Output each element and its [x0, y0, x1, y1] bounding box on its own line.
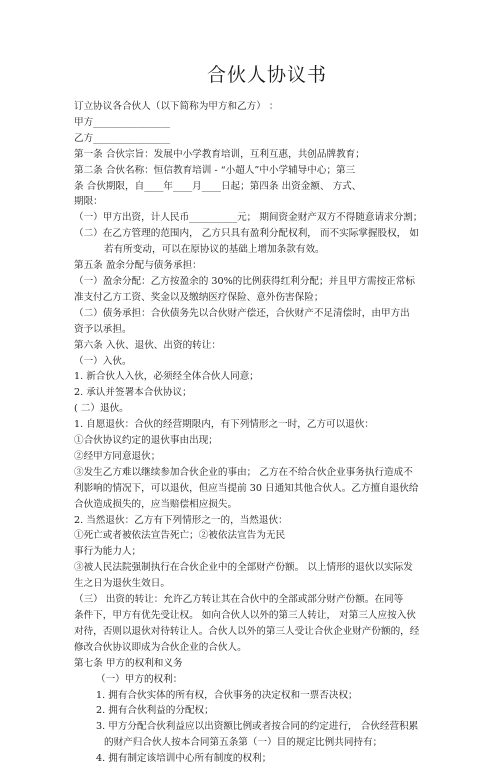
text-line: 期限：	[74, 196, 103, 208]
text-line: 条件下，甲方有优先受让权。 如向合伙人以外的第三人转让， 对第三人应按入伙	[74, 610, 416, 621]
text-line: 合伙造成损失的，应当赔偿相应损失。	[74, 498, 238, 510]
text-line: 准支付乙方工资、奖金以及缴纳医疗保险、意外伤害保险；	[74, 291, 324, 303]
text-line: 3. 甲方分配合伙利益应以出资额比例或者按合同的约定进行， 合伙经营积累	[96, 721, 419, 733]
text-line: 1. 拥有合伙实体的所有权，合伙事务的决定权和一票否决权；	[96, 689, 358, 701]
text-line: 第七条 甲方的权利和义务	[74, 657, 183, 669]
text-line: 修改合伙协议即成为合伙企业的合伙人。	[74, 641, 247, 653]
text-line: 资予以承担。	[74, 323, 132, 335]
text-line: （一）甲方出资，计人民币__________元； 期间资金财产双方不得随意请求分割；	[74, 212, 423, 224]
text-line: ③被人民法院强制执行在合伙企业中的全部财产份额。 以上情形的退伙以实际发	[74, 562, 413, 574]
text-line: （二）在乙方管理的范围内， 乙方只具有盈利分配权利， 而不实际掌握股权， 如	[74, 228, 419, 240]
text-line: 4. 拥有制定该培训中心所有制度的权利；	[96, 753, 272, 765]
text-line: 条 合伙期限，自____年____月____日起；第四条 出资金额、 方式、	[74, 180, 362, 192]
document-title: 合伙人协议书	[206, 64, 327, 86]
text-line: 对待，否则以退伙对待转让人。合伙人以外的第三人受让合伙企业财产份额的，经	[74, 625, 420, 637]
text-line: 甲方________________	[74, 116, 170, 128]
text-line: 2. 拥有合伙利益的分配权；	[96, 705, 214, 717]
text-line: 2. 当然退伙：乙方有下列情形之一的，当然退伙：	[74, 514, 288, 526]
text-line: ( 二）退伙。	[74, 403, 129, 415]
text-line: （二）债务承担：合伙债务先以合伙财产偿还，合伙财产不足清偿时，由甲方出	[74, 307, 410, 319]
text-line: 第二条 合伙名称：恒信教育培训 - “小超人”中小学辅导中心；第三	[74, 164, 356, 176]
text-line: 第五条 盈余分配与债务承担：	[74, 260, 202, 272]
text-line: ①合伙协议约定的退伙事由出现；	[74, 435, 218, 447]
text-line: （三） 出资的转让：允许乙方转让其在合伙中的全部或部分财产份额。在同等	[74, 594, 404, 606]
text-line: 乙方________________	[74, 132, 170, 144]
text-line: 2. 承认并签署本合伙协议；	[74, 387, 192, 399]
text-line: 订立协议各合伙人（以下简称为甲方和乙方） ：	[74, 101, 279, 112]
text-line: ①死亡或者被依法宣告死亡；②被依法宣告为无民	[74, 530, 286, 542]
text-line: ③发生乙方难以继续参加合伙企业的事由； 乙方在不给合伙企业事务执行造成不	[74, 466, 413, 478]
text-line: ②经甲方同意退伙；	[74, 450, 161, 462]
text-line: 若有所变动，可以在原协议的基础上增加条款有效。	[104, 244, 325, 256]
text-line: （一）入伙。	[74, 355, 132, 367]
text-line: 的财产归合伙人按本合同第五条第（一）目的规定比例共同持有；	[104, 737, 383, 749]
text-line: 1. 新合伙人入伙，必须经全体合伙人同意；	[74, 371, 259, 383]
text-line: 生之日为退伙生效日。	[74, 578, 170, 590]
text-line: （一）盈余分配：乙方按盈余的 30%的比例获得红利分配；并且甲方需按正常标	[74, 275, 415, 287]
text-line: 1. 自愿退伙：合伙的经营期限内，有下列情形之一时，乙方可以退伙：	[74, 419, 375, 431]
text-line: 第六条 入伙、退伙、出资的转让：	[74, 339, 221, 351]
text-line: （一）甲方的权利：	[96, 673, 183, 685]
text-line: 第一条 合伙宗旨：发展中小学教育培训，互利互惠，共创品牌教育；	[74, 148, 365, 160]
text-line: 事行为能力人；	[74, 546, 142, 558]
text-line: 利影响的情况下，可以退伙，但应当提前 30 日通知其他合伙人。乙方擅自退伙给	[74, 482, 419, 494]
